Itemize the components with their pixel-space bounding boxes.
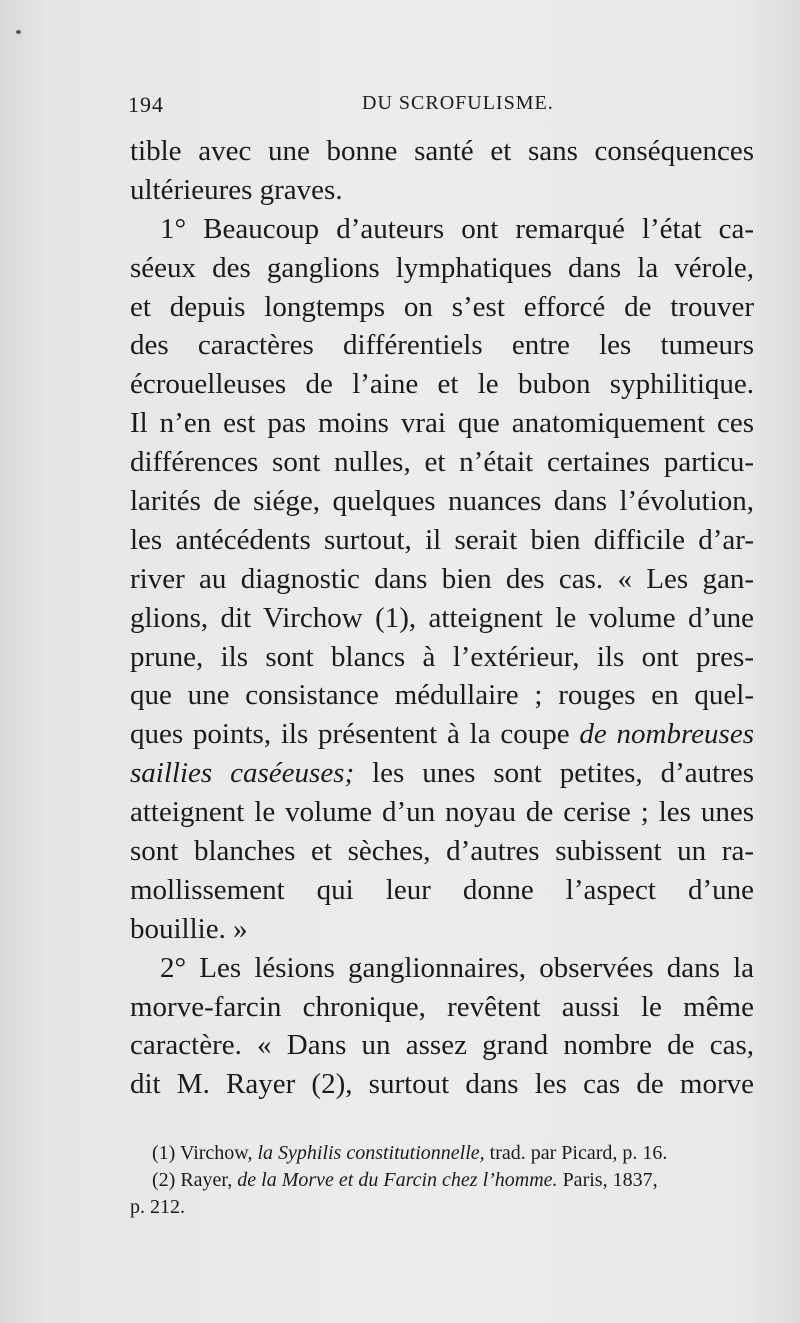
text-line: écrouelleuses de l’aine et le bubon syphilitique. [130, 368, 754, 401]
text-line: les antécédents surtout, il serait bien difficile d’ar- [130, 523, 754, 556]
text-line: river au diagnostic dans bien des cas. « Les gan- [130, 562, 754, 595]
footnote-title: la Syphilis constitutionnelle, [257, 1142, 485, 1164]
text-line: séeux des ganglions lymphatiques dans la vérole, [130, 251, 754, 284]
paragraph-start-line: 1° Beaucoup d’auteurs ont remarqué l’état ca- [160, 212, 754, 245]
text-line: atteignent le volume d’un noyau de cerise ; les unes [130, 796, 754, 829]
ink-speck [16, 30, 21, 34]
page-number: 194 [128, 92, 164, 117]
text-line: bouillie. » [130, 912, 248, 945]
italic-segment: de nombreuses [579, 718, 754, 751]
running-head: DU SCROFULISME. [362, 92, 554, 114]
text-line: et depuis longtemps on s’est efforcé de trouver [130, 290, 754, 323]
text-line: glions, dit Virchow (1), atteignent le volume d’une [130, 601, 754, 634]
text-line: larités de siége, quelques nuances dans l’évolution, [130, 485, 754, 518]
footnote-2-continuation: p. 212. [130, 1196, 185, 1218]
text-line: que une consistance médullaire ; rouges en quel- [130, 679, 754, 712]
text-line: morve-farcin chronique, revêtent aussi le même [130, 990, 754, 1023]
page-header [128, 92, 754, 122]
footnote-marker: (1) [152, 1142, 176, 1164]
text-line-mixed [130, 754, 754, 793]
footnote-reference: Paris, 1837, [562, 1169, 658, 1191]
footnote-author: Rayer, [180, 1169, 233, 1191]
italic-segment: saillies caséeuses; [130, 757, 355, 790]
text-segment: ques points, ils présentent à la coupe [130, 718, 570, 751]
footnote-reference: trad. par Picard, p. 16. [489, 1142, 668, 1164]
footnote-2 [130, 1167, 754, 1194]
footnote-author: Virchow, [179, 1142, 253, 1164]
text-line: sont blanches et sèches, d’autres subissent un ra- [130, 835, 754, 868]
footnote-marker: (2) [152, 1169, 176, 1191]
text-line: prune, ils sont blancs à l’extérieur, ils ont pres- [130, 640, 754, 673]
paragraph-start-line: 2° Les lésions ganglionnaires, observées dans la [160, 951, 754, 984]
text-line: caractère. « Dans un assez grand nombre de cas, [130, 1029, 754, 1062]
text-line: différences sont nulles, et n’était certaines particu- [130, 446, 754, 479]
text-line: des caractères différentiels entre les tumeurs [130, 329, 754, 362]
text-line: Il n’en est pas moins vrai que anatomiquement ces [130, 407, 754, 440]
text-line: tible avec une bonne santé et sans conséquences [130, 135, 754, 167]
footnote-title: de la Morve et du Farcin chez l’homme. [237, 1169, 558, 1191]
text-line: dit M. Rayer (2), surtout dans les cas de morve [130, 1068, 754, 1101]
text-segment: les unes sont petites, d’autres [372, 757, 754, 790]
text-line: mollissement qui leur donne l’aspect d’une [130, 873, 754, 906]
footnotes [130, 1140, 754, 1221]
footnote-1 [130, 1140, 754, 1167]
text-line: ultérieures graves. [130, 173, 343, 206]
text-line-mixed [130, 715, 754, 754]
main-text [130, 132, 754, 1104]
